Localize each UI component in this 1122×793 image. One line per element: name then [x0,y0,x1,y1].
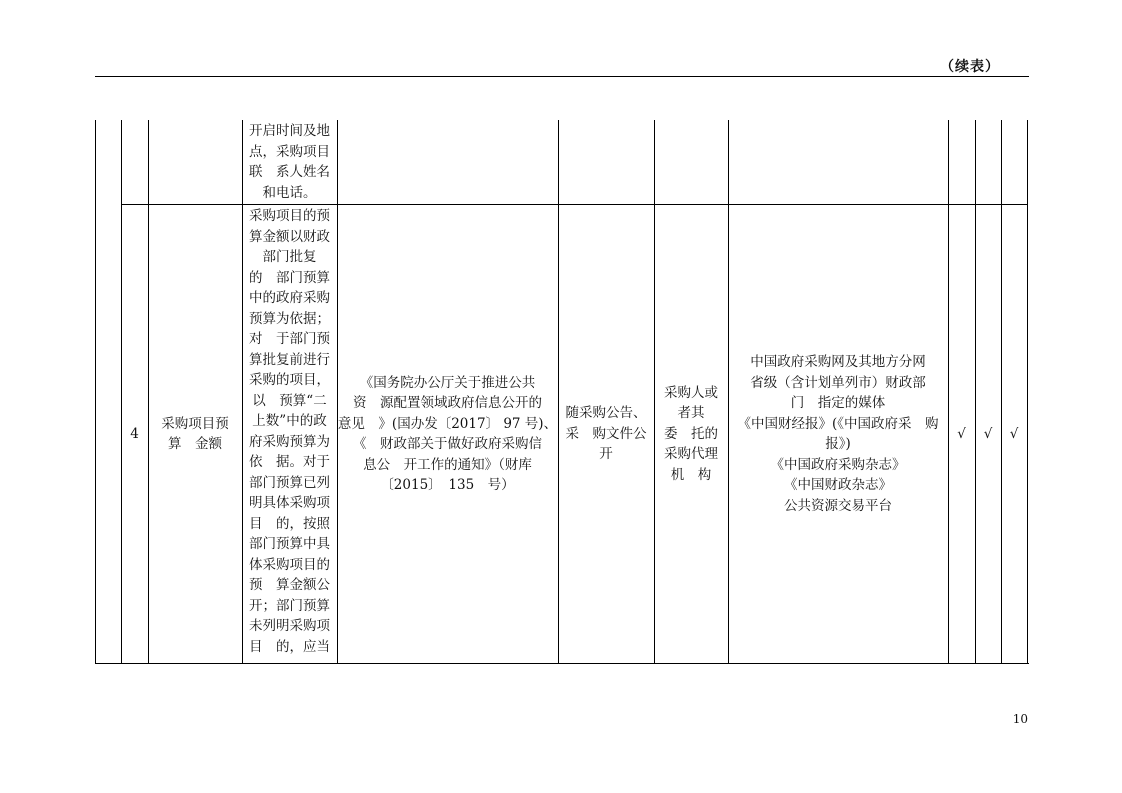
content-line: 和电话。 [262,184,317,201]
content-line: 联 系人姓名 [249,164,330,180]
item-name-cell [148,205,242,663]
content-line: 目 的，应当 [249,638,330,655]
header-rule [95,76,1029,77]
channel-line: 《中国政府采购杂志》 [770,456,906,473]
content-line: 未列明采购项 [249,618,330,634]
content-line: 部门批复 [262,249,317,265]
content-line: 开启时间及地 [249,123,330,139]
row-index: 4 [130,425,139,442]
timing-cell [558,205,654,663]
content-line: 明具体采购项 [249,495,330,511]
subject-cell [654,205,728,663]
budget-content-cell [242,206,337,663]
subject-line: 委 托的 [664,425,718,442]
content-line: 算批复前进行 [249,351,330,368]
basis-cell [337,205,558,663]
item-name-line: 算 金额 [168,436,222,452]
table-border-left [95,120,96,663]
content-line: 预 算金额公 [249,577,330,593]
page-number: 10 [1012,712,1028,726]
content-line: 部门预算已列 [249,474,330,491]
content-line: 的 部门预算 [249,269,330,286]
basis-line: 意见 》(国办发〔2017〕 97 号)、 [337,415,558,432]
content-line: 点，采购项目 [249,143,330,160]
subject-line: 采购人或 [664,384,718,401]
content-line: 算金额以财政 [249,228,330,245]
row-index-cell [121,205,148,663]
subject-line: 采购代理 [664,446,718,463]
subject-line: 机 构 [670,466,712,483]
subject-line: 者其 [677,405,705,422]
disclosure-table [95,120,1029,664]
timing-line: 随采购公告、 [565,405,647,422]
channel-line: 《中国财政杂志》 [784,477,892,493]
content-line: 以 预算“二 [252,392,327,409]
channel-line: 省级（含计划单列市）财政部 [750,374,926,391]
basis-line: 〔2015〕 135 号） [380,477,515,493]
timing-line: 开 [599,446,613,463]
check-cell [1001,205,1027,663]
channel-cell [728,205,948,663]
check-mark: √ [957,425,966,442]
content-line: 预算为依据； [249,310,330,327]
content-line: 开；部门预算 [249,597,330,614]
content-line: 依 据。对于 [249,454,330,470]
table-border-right [1027,120,1028,663]
item-name-line: 采购项目预 [161,415,229,432]
check-cell [975,205,1001,663]
basis-line: 《国务院办公厅关于推进公共 [359,374,536,391]
content-line: 采购的项目， [249,372,330,388]
basis-line: 资 源配置领域政府信息公开的 [353,395,542,411]
content-line: 上数”中的政 [252,413,327,429]
content-line: 采购项目的预 [249,208,330,224]
continued-label: （续表） [940,59,1000,75]
content-line: 对 于部门预 [249,331,330,347]
check-mark: √ [1009,425,1019,442]
basis-line: 《 财政部关于做好政府采购信 [353,436,542,452]
content-line: 府采购预算为 [249,433,330,450]
content-line: 中的政府采购 [249,290,330,306]
basis-line: 息公 开工作的通知》（财库 [363,456,532,473]
content-line: 部门预算中具 [249,536,330,552]
check-cell [948,205,975,663]
timing-line: 采 购文件公 [565,425,647,442]
channel-line: 门 指定的媒体 [790,395,886,411]
content-line: 体采购项目的 [249,556,330,573]
open-time-cell [242,121,337,204]
channel-line: 公共资源交易平台 [784,497,892,514]
channel-line: 报》) [825,436,851,452]
content-line: 目 的，按照 [249,515,330,532]
channel-line: 《中国财经报》(《中国政府采 购 [737,415,939,432]
check-mark: √ [983,425,993,442]
channel-line: 中国政府采购网及其地方分网 [750,354,926,370]
